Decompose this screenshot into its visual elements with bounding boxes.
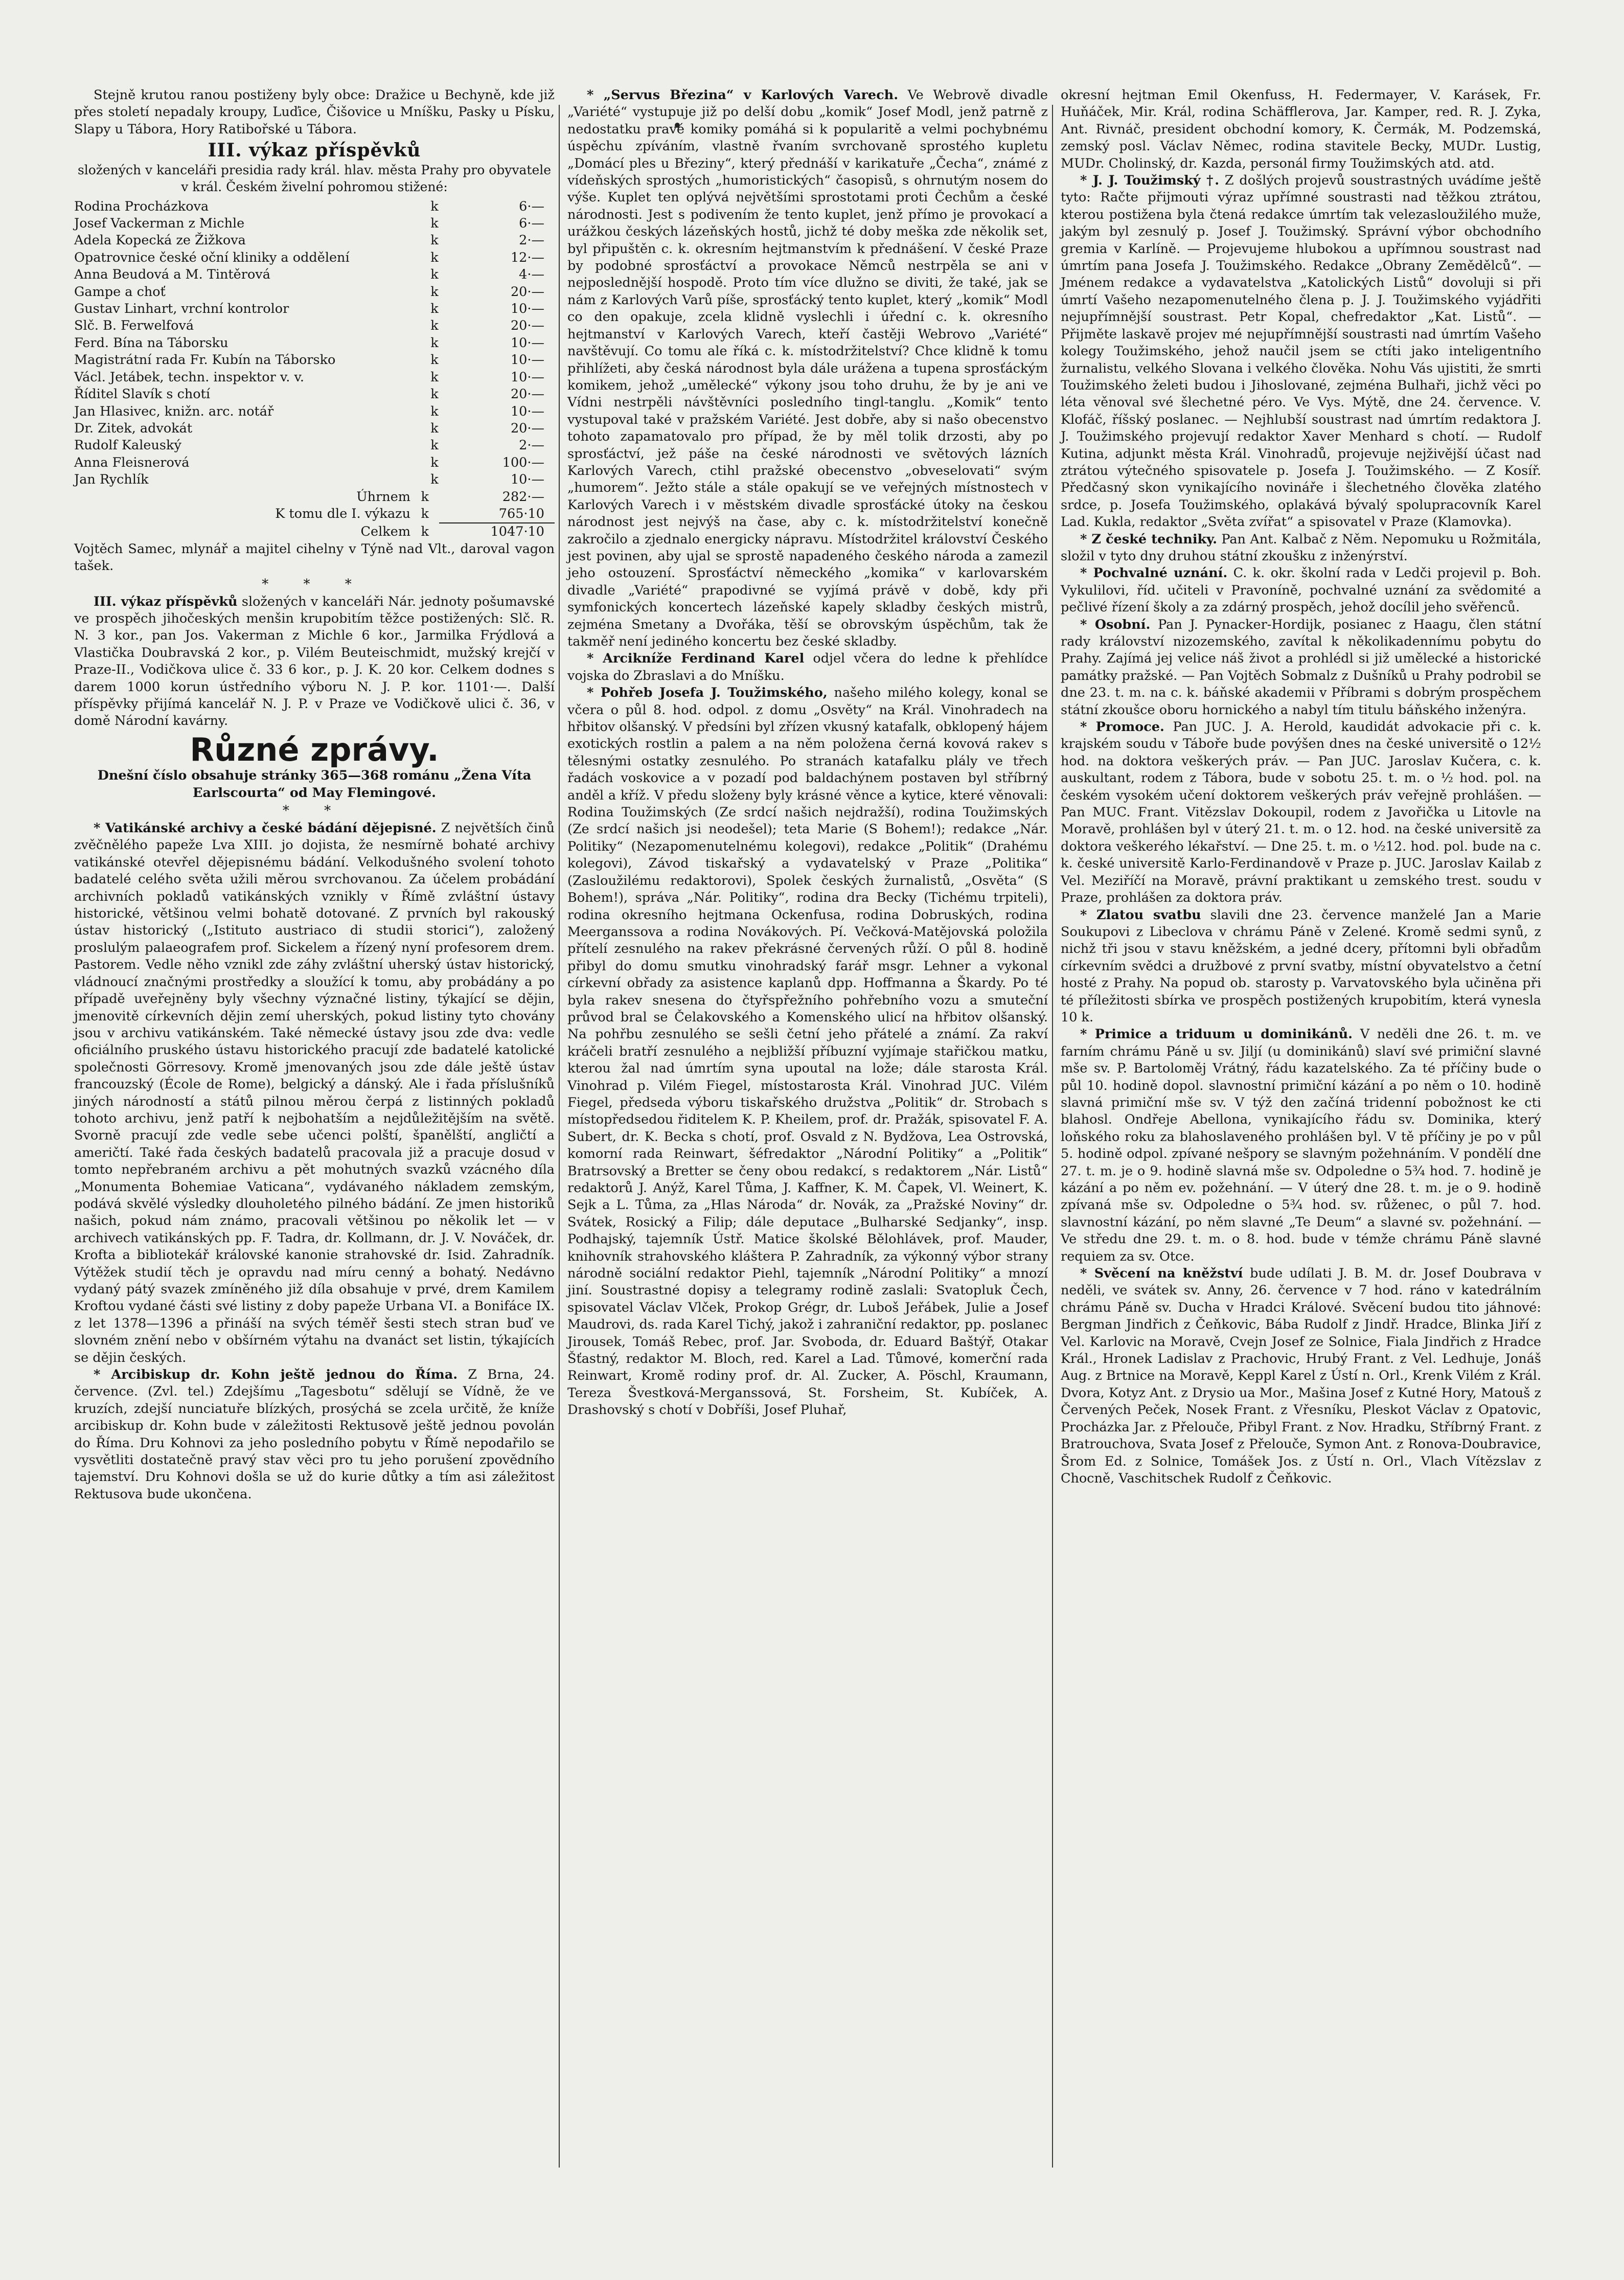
donation-row	[74, 301, 555, 317]
tech-text: Pan Ant. Kalbač z Něm. Nepomuku u Rožmitála, složil v tyto dny druhou státní zkoušku z inženýrství.	[1061, 531, 1541, 564]
donor-name: Rodina Procházkova	[74, 198, 209, 214]
donation-amount: 2·—	[519, 233, 544, 248]
primice-lede: * Primice a triduum u dominikánů.	[1080, 1027, 1353, 1042]
currency-mark: k	[430, 198, 439, 214]
currency-mark: k	[430, 403, 439, 419]
donor-name: Rudolf Kaleuský	[74, 438, 181, 453]
samec-note: Vojtěch Samec, mlynář a majitel cihelny v Týně nad Vlt., daroval vagon tašek.	[74, 541, 555, 574]
previous-label: K tomu dle I. výkazu	[275, 506, 410, 522]
donation-row	[74, 198, 555, 215]
column-rule	[559, 105, 560, 2168]
donation-amount: 20·—	[510, 386, 544, 402]
novel-notice: Dnešní číslo obsahuje stránky 365—368 románu „Žena Víta Earlscourta“ od May Flemingové.	[97, 768, 532, 801]
donation-amount: 2·—	[519, 438, 544, 453]
donation-row	[74, 369, 555, 386]
grand-total-row: Celkem k 1047·10	[74, 523, 555, 540]
vatican-text: Z největších činů zvěčnělého papeže Lva XIII. jo dojista, že nesmírně bohaté archivy vatikánské otevřel dějepisnému bádání. Velkodušného svolení tohoto badatelé celého světa užili měrou svrchovanou. Za účelem probádání archivních pokladů vatikánských vznikly v Římě zvláštní ústavy historické, většinou velmi bohatě dotované. Z prvních byl rakouský ústav historický („Istituto austriaco di studii storici“), založený proslulým palaeografem prof. Sickelem a řízený nyní profesorem drem. Pastorem. Vedle něho vznikl zde záhy zvláštní uherský ústav historický, vládnoucí značnými prostředky a sloužící k tomu, aby probádány a po případě uveřejněny byly všechny význačné listiny, týkající se dějin, jmenovitě církevních dějin zemí uherských, pokud listiny tyto chovány jsou v archivu vatikánském. Také německé ústavy jsou zde dva: vedle oficiálního pruského ústavu historického pracují zde badatelé katolické společnosti Görresovy. Kromě jmenovaných jsou zde dále ještě ústav francouzský (École de Rome), belgický a dánský. Ale i řada příslušníků jiných národností a států pilnou měrou čerpá z listinných pokladů tohoto archivu, jenž patří k nejbohatším a nejdůležitějším na světě. Svorně pracují zde vedle sebe učenci polští, španělští, angličtí a američtí. Také řada českých badatelů pracovala již a pracuje dosud v tomto nepřebraném archivu a pět mohutných svazků vzácného díla „Monumenta Bohemiae Vaticana“, vydávaného nákladem zemským, podává skvělé výsledky dlouholetého pilného bádání. Ze jmen historiků našich, pokud nám známo, pracovali většinou po několik let — v archivech vatikánských pp. F. Tadra, dr. Kollmann, dr. J. V. Nováček, dr. Krofta a bibliotekář královské kanonie strahovské dr. Isid. Zahradník. Výtěžek studií těch je opravdu nad míru cenný a bohatý. Nedávno vydaný pátý svazek zmíněného již díla obsahuje v prvé, drem Kamilem Kroftou vydané části své listiny z doby papeže Urbana VI. a Bonifáce IX. z let 1378—1396 a přináší na svých téměř šesti stech stran buď ve slovném znění nebo v obšírném výtahu na dvanáct set listin, týkajících se dějin českých.	[74, 820, 555, 1365]
promo-lede: * Promoce.	[1080, 719, 1164, 735]
donor-name: Anna Fleisnerová	[74, 454, 190, 470]
donation-amount: 6·—	[519, 198, 544, 214]
praise-lede: * Pochvalné uznání.	[1080, 565, 1228, 581]
donation-list-title: III. výkaz příspěvků	[208, 140, 421, 162]
donor-name: Slč. B. Ferwelfová	[74, 318, 194, 334]
donation-row	[74, 386, 555, 403]
list3b-lede: III. výkaz příspěvků	[94, 594, 238, 609]
praise-text: C. k. okr. školní rada v Ledči projevil p. Boh. Vykulilovi, říd. učiteli v Pravoníně, pochvalné uznání za svědomité a pečlivé řízení školy a za zdárný prospěch, jehož docílil jeho svěřenců.	[1061, 565, 1541, 615]
donation-table	[74, 198, 555, 489]
donor-name: Ferd. Bína na Táborsku	[74, 335, 228, 351]
currency-mark: k	[430, 216, 439, 232]
vatican-lede: * Vatikánské archivy a české bádání dějepisné.	[94, 820, 437, 836]
ferdinand-text: odjel včera do ledne k přehlídce vojska do Zbraslavi a do Mníšku.	[567, 651, 1048, 683]
donation-row	[74, 232, 555, 249]
column-3	[1061, 87, 1541, 1487]
tech-lede: * Z české techniky.	[1080, 531, 1217, 547]
donation-amount: 20·—	[510, 318, 544, 334]
donation-amount: 10·—	[510, 335, 544, 351]
total-amount: 282·—	[502, 489, 544, 505]
donor-name: Magistrátní rada Fr. Kubín na Táborsko	[74, 352, 336, 368]
total-row: Úhrnem k 282·—	[74, 489, 555, 506]
donor-name: Josef Vackerman z Michle	[74, 216, 245, 232]
donation-row	[74, 284, 555, 301]
wedding-lede: * Zlatou svatbu	[1080, 907, 1201, 923]
currency-mark: k	[430, 420, 439, 436]
donation-row	[74, 352, 555, 369]
kohn-text: Z Brna, 24. července. (Zvl. tel.) Zdejšímu „Tagesbotu“ sdělují se Vídně, že ve kruzích, zdejší nunciatuře blízkých, prosýchá se zcela určitě, že kníže arcibiskup dr. Kohn bude v záležitosti Rektusově ještě jednou povolán do Říma. Dru Kohnovi za jeho posledního pobytu v Římě nepodařilo se vysvětliti dostatečně pravý stav věci pro tu jeho porušení zpovědního tajemství. Dru Kohnovi došla se už do kurie důtky a tím asi záležitost Rektusova bude ukončena.	[74, 1367, 555, 1502]
donation-amount: 20·—	[510, 284, 544, 300]
currency-mark: k	[430, 284, 439, 300]
donation-amount: 6·—	[519, 216, 544, 232]
funeral-continuation: okresní hejtman Emil Okenfuss, H. Federmayer, V. Karásek, Fr. Huňáček, Mir. Král, rodina Schäfflerova, Jar. Kamper, red. R. J. Zyka, Ant. Rivnáč, president obchodní komory, K. Čermák, M. Podzemská, zemský posl. Václav Němec, rodina stavitele Becky, MUDr. Lustig, MUDr. Cholinský, dr. Kazda, personál firmy Toužimských atd. atd.	[1061, 87, 1541, 171]
donor-name: Anna Beudová a M. Tintěrová	[74, 267, 270, 283]
wedding-text: slavili dne 23. července manželé Jan a Marie Soukupovi z Libeclova v chrámu Páně v Zelené. Kromě sedmi synů, z nichž tři jsou v stavu kněžském, a jedné dcery, přítomni byli obřadům církevním svědci a družbové z první svatby, místní obyvatelstvo a četní hosté z Prahy. Na popud ob. starosty p. Varvatovského byla učiněna při té příležitosti sbírka ve prospěch postižených krupobitím, která vynesla 10 k.	[1061, 907, 1541, 1025]
primice-text: V neděli dne 26. t. m. ve farním chrámu Páně u sv. Jiljí (u dominikánů) slaví své primiční slavné mše sv. P. Bartoloměj Vrátný, řádu kazatelského. Za té příčiny bude o půl 10. hodině dopol. slavnostní primiční kázání a po něm o 10. hodině slavná primiční mše sv. V týž den začíná tridenní pobožnost ke cti blahosl. Ondřeje Abellona, vynikajícího řádu sv. Dominika, který loňského roku za blahoslaveného prohlášen byl. V tě příčiny je po v půl 5. hodině odpol. zpívané nešpory se slavným požehnáním. V pondělí dne 27. t. m. je o 9. hodině slavná mše sv. Odpoledne o 5¾ hod. 7. hodině je kázání a po něm ev. požehnání. — V úterý dne 28. t. m. je o 9. hodině zpívaná mše sv. Odpoledne o 5¾ hod. sv. růženec, o půl 7. hod. slavnostní kázání, po něm slavné „Te Deum“ a slavné sv. požehnání. — Ve středu dne 29. t. m. o 8. hod. bude v témže chrámu Páně slavné requiem za sv. Otce.	[1061, 1027, 1541, 1264]
donation-row	[74, 249, 555, 266]
donation-row	[74, 266, 555, 283]
previous-amount: 765·10	[439, 506, 555, 523]
donation-amount: 10·—	[510, 369, 544, 385]
column-rule	[1052, 105, 1053, 2168]
ordination-text: bude udílati J. B. M. dr. Josef Doubrava v neděli, ve svátek sv. Anny, 26. července v 7 hod. ráno v katedrálním chrámu Páně sv. Ducha v Hradci Králové. Svěcení budou tito jáhnové: Bergman Jindřich z Čeňkovic, Bába Rudolf z Jindř. Hradce, Blinka Jiří z Vel. Karlovic na Moravě, Cvejn Josef ze Solnice, Fiala Jindřich z Hradce Král., Hronek Ladislav z Prachovic, Hrubý Frant. z Vel. Ledhuje, Jonáš Aug. z Brtnice na Moravě, Keppl Karel z Ústí n. Orl., Krenk Vilém z Král. Dvora, Kotyz Ant. z Drysio ua Mor., Mašina Josef z Kutné Hory, Matouš z Červených Peček, Nosek Frant. z Vřesníku, Pleskot Václav z Opatovic, Procházka Jar. z Přelouče, Přibyl Frant. z Nov. Hradku, Stříbrný Frant. z Bratrouchova, Svata Josef z Přelouče, Symon Ant. z Ronova-Doubravice, Šrom Ed. z Solnice, Tomášek Jos. z Ústí n. Orl., Vlach Vítězslav z Chocně, Vaschitschek Rudolf z Čeňkovic.	[1061, 1266, 1542, 1486]
servus-text: Ve Webrově divadle „Variété“ vystupuje již po delší dobu „komik“ Josef Modl, jenž patrně z nedostatku pravé komiky pomáhá si k popularitě a velmi pochybnému úspěchu zpíváním, vlastně řvaním svrchovaně sprostého kupletu „Domácí ples u Březiny“, který přednáší v karikatuře „Čecha“, známé z vídeňských sprostých „humoristických“ časopisů, s ohrnutým nosem do výše. Kuplet ten oplývá největšími sprostotami proti Čechům a české národnosti. Jest s podivením že tento kuplet, jenž přímo je provokací a urážkou českých lázeňských hostů, jichž té doby meška zde několik set, byl připuštěn c. k. okresním hejtmanstvím k přednášení. V české Praze by podobné sprosťáctví a provokace Němců nestrpěla se ani v nejposlednější hospodě. Proto tím více dlužno se diviti, že také, jak se nám z Karlových Varů píše, sprosťácký tento kuplet, který „komik“ Modl co den opakuje, zcela klidně vyslechli i úřední c. k. okresního hejtmanství v Karlových Varech, kteří častěji Webrovo „Variété“ navštěvují. Co tomu ale říká c. k. místodržitelství? Chce klidně k tomu přihlížeti, aby česká národnost byla dále urážena a tupena sprosťáckým komikem, jehož „umělecké“ výkony jsou toho druhu, že by je ani ve Vídni nestrpěli návštěvníci posledního tingl-tanglu. „Komik“ tento vystupoval také v pražském Variété. Jest dobře, aby si našo obecenstvo tohoto zapamatovalo pro případ, že by měl tolik drzosti, aby po sprosťáctví, jež páše na české národnosti ve světových lázních Karlových Varech, ctihl pražské obecenstvo „obveselovati“ svým „humorem“. Ježto stále a stále opakují se ve veřejných místnostech v Karlových Varech i v městském divadle sprosťácké útoky na českou národnost jest nejvýš na čase, aby c. k. místodržitelství konečně zakročilo a zjednalo energicky nápravu. Místodržitel království Českého jest povinen, aby ujal se sprostě napadeného českého národa a zamezil jeho ostouzení. Sprosťáctví německého „komika“ v karlovarském divadle „Variété“ prapodivné se vyjímá právě v době, kdy při symfonických koncertech lázeňské kapely skladby českých mistrů, zejména Smetany a Dvořáka, těší se obrovským úspěchům, tak že takměř není jediného koncertu bez české skladby.	[567, 87, 1048, 649]
donor-name: Říditel Slavík s chotí	[74, 386, 211, 402]
donation-row	[74, 420, 555, 437]
column-2	[567, 87, 1048, 1419]
tribute-lede: * J. J. Toužimský †.	[1080, 173, 1220, 189]
currency-mark: k	[430, 249, 439, 265]
tribute-text: Z došlých projevů soustrastných uvádíme ještě tyto: Račte přijmouti výraz upřímné soustrasti nad těžkou ztrátou, kterou postižena byla čtená redakce úmrtím tak velezasloužilého muže, jakým byl zesnulý p. Josef J. Toužimský. Správní výbor obchodního gremia v Karlíně. — Projevujeme hlubokou a upřímnou soustrast nad úmrtím pana Josefa J. Toužimského. Redakce „Obrany Zemědělců“. — Jménem redakce a vydavatelstva „Katolických Listů“ dovoluji si při úmrtí Vašeho nezapomenutelného člena p. J. J. Toužimského vyjádřiti nejupřímnější soustrast. Petr Kopal, chefredaktor „Kat. Listů“. — Přijměte laskavě projev mé nejupřímnější soustrasti nad úmrtím Vašeho kolegy Toužimského, jehož naučil jsem se ctíti jako inteligentního žurnalistu, velkého Slovana i velkého člověka. Nohu Vás ujistiti, že smrti Toužimského želeti budou i Jihoslované, zejména Bulhaři, jichž věci po léta věnoval své šlechetné péro. Ve Vys. Mýtě, dne 24. července. V. Klofáč, říšský poslanec. — Nejhlubší soustrast nad úmrtím redaktora J. J. Toužimského projevují redaktor Xaver Menhard s chotí. — Rudolf Kutina, adjunkt města Král. Vinohradů, projevuje nejživější účast nad ztrátou výtečného spisovatele p. Josefa J. Toužimského. — Z Kosíř. Předčasný skon vynikajícího novináře i šlechetného člověka zlatého srdce, p. Josefa Toužimského, oplakává bývalý spolupracovník Karel Lad. Kukla, redaktor „Světa zvířat“ a spisovatel v Praze (Klamovka).	[1061, 173, 1542, 530]
donation-amount: 12·—	[510, 249, 544, 265]
donor-name: Adela Kopecká ze Žižkova	[74, 233, 246, 248]
donation-amount: 100·—	[502, 454, 544, 470]
donation-list-subtitle: složených v kanceláři presidia rady král. hlav. města Prahy pro obyvatele v král. Českém živelní pohromou stižené:	[77, 162, 552, 194]
funeral-lede: * Pohřeb Josefa J. Toužimského,	[587, 685, 828, 701]
promo-text: Pan JUC. J. A. Herold, kaudidát advokacie při c. k. krajském soudu v Táboře bude povýšen dnes na české universitě o 12½ hod. na doktora veškerých práv. — Pan JUC. Jaroslav Kučera, c. k. auskultant, rodem z Tábora, bude v sobotu 25. t. m. o ½ hod. pol. na českém vysokém učení doktorem veškerých práv veřejně prohlášen. — Pan MUC. Frant. Vitězslav Dokoupil, rodem z Javořička u Litovle na Moravě, prohlášen byl v úterý 21. t. m. o 12. hod. na české universitě za doktora veškerého lékařství. — Dne 25. t. m. o ½12. hod. pol. bude na c. k. české universitě Karlo-Ferdinandově v Praze p. JUC. Jaroslav Kailab z Vel. Meziříčí na Moravě, právní praktikant u zemského trest. soudu v Praze, prohlášen za doktora práv.	[1061, 719, 1542, 906]
grand-total-label: Celkem	[360, 523, 410, 539]
funeral-text: našeho milého kolegy, konal se včera o půl 8. hod. odpol. z domu „Osvěty“ na Král. Vinohradech na hřbitov olšanský. V předsíni byl zřízen vkusný katafalk, obklopený hájem exotických rostlin a palem a na něm položena černá kovová rakev s tělesnými ostatky zesnulého. Po stranách katafalku plály ve třech řadách voskovice a v pozadí pod baldachýnem postaven byl stříbrný anděl a kříž. V předu složeny byly krásné věnce a kytice, které věnovali: Rodina Toužimských (Ze srdcí našich nejdražší), rodina Toužimských (Ze srdcí našich jsi neodešel); teta Marie (S Bohem!); redakce „Nár. Politiky“ (Nezapomenutelnému kolegovi), redakce „Politik“ (Drahému kolegovi), Závod tiskařský a vydavatelský v Praze „Politika“ (Zasloužilému redaktorovi), Spolek českých žurnalistů, „Osvěta“ (S Bohem!), správa „Nár. Politiky“, rodina dra Becky (Tichému trpiteli), rodina okresního hejtmana Ockenfusa, rodina Dobruských, rodina Meerganssova a rodina Novákových. Pí. Večková-Matějovská položila přítelí zesnulého na rakev překrásné červených růží. O půl 8. hodině přibyl do domu smutku vinohradský farář msgr. Lehner a vykonal církevní obřady za asistence kaplanů dpp. Hoffmanna a Škardy. Po té byla rakev snesena do čtyřspřežního pohřebního vozu a smuteční průvod bral se Čelakovského a Komenského ulicí na hřbitov olšanský. Na pohřbu zesnulého se sešli četní jeho přátelé a známí. Za rakví kráčeli bratří zesnulého a nejbližší příbuzní vyjímaje stařičkou matku, kterou žal nad úmrtím syna upoutal na lože; dále starosta Král. Vinohrad p. Vilém Fiegel, místostarosta Král. Vinohrad JUC. Vilém Fiegel, předseda výboru tiskařského družstva „Politik“ dr. Strobach s místopředsedou řiditelem K. P. Kheilem, prof. dr. Pražák, spisovatel F. A. Subert, dr. K. Becka s chotí, prof. Osvald z N. Bydžova, Lea Ostrovská, komorní rada Reinwart, šéfredaktor „Národní Politiky“ a „Politik“ Bratrsovský a Bretter se čeny obou redakcí, s redaktorem „Nár. Listů“ redaktorů J. Anýž, Karel Tůma, J. Kaffner, K. M. Čapek, Vl. Weinert, K. Sejk a L. Tůma, za „Hlas Národa“ dr. Novák, za „Pražské Noviny“ dr. Svátek, Rosický a Filip; dále deputace „Bulharské Sedjanky“, insp. Podhajský, tajemník Ústř. Matice školské Bělohlávek, prof. Mauder, knihovník strahovského kláštera P. Zahradník, za výkonný výbor strany národně sociální redaktor Piehl, tajemník „Národní Politiky“ a mnozí jiní. Soustrastné dopisy a telegramy rodině zaslali: Svatopluk Čech, spisovatel Václav Vlček, Prokop Grégr, dr. Luboš Jeřábek, Julie a Josef Maudrovi, ds. rada Karel Tichý, jakož i zahraniční redaktor, pp. poslanec Jirousek, Tomáš Rebec, prof. Jar. Svoboda, dr. Eduard Baštýř, Otakar Šťastný, redaktor M. Bloch, red. Karel a Lad. Tůmové, komerční rada Reinwart, Kromě rodiny prof. dr. Al. Zucker, A. Pöschl, Kraumann, Tereza Švestková-Merganssová, St. Forsheim, St. Kubíček, A. Drashovský s chotí v Dobříši, Josef Pluhař,	[567, 685, 1048, 1418]
servus-lede: * „Servus Březina“ v Karlových Varech.	[587, 87, 899, 103]
donation-row	[74, 317, 555, 334]
donation-amount: 10·—	[510, 352, 544, 368]
currency-mark: k	[430, 369, 439, 385]
list3b-text: složených v kanceláři Nár. jednoty pošumavské ve prospěch jihočeských menšin krupobitím těžce postižených: Slč. R. N. 3 kor., pan Jos. Vakerman z Michle 6 kor., Jarmilka Frýdlová a Vlastička Doubravská 2 kor., p. Vilém Beuteischmidt, mužský krejčí v Praze-II., Vodičkova ulice č. 33 6 kor., p. J. K. 20 kor. Celkem dodnes s darem 1000 korun ústředního výboru N. J. P. kor. 1101·—. Další příspěvky přijímá kancelář N. J. P. v Praze ve Vodičkově ulici č. 36, v domě Národní kavárny.	[74, 594, 555, 729]
donor-name: Gustav Linhart, vrchní kontrolor	[74, 301, 289, 317]
section-title: Různé zprávy.	[190, 731, 439, 768]
donation-row	[74, 437, 555, 454]
donation-row	[74, 403, 555, 420]
previous-row: K tomu dle I. výkazu k 765·10	[74, 506, 555, 523]
donation-amount: 10·—	[510, 472, 544, 488]
currency-mark: k	[430, 233, 439, 248]
total-label: Úhrnem	[356, 489, 410, 505]
kohn-lede: * Arcibiskup dr. Kohn ještě jednou do Říma.	[94, 1367, 458, 1383]
donation-row	[74, 454, 555, 471]
personal-lede: * Osobní.	[1080, 617, 1151, 632]
currency-mark: k	[430, 472, 439, 488]
currency-mark: k	[430, 267, 439, 283]
donation-amount: 10·—	[510, 301, 544, 317]
separator-stars-2: * *	[282, 803, 347, 819]
donor-name: Dr. Zitek, advokát	[74, 420, 193, 436]
donation-row	[74, 215, 555, 232]
ordination-lede: * Svěcení na kněžství	[1080, 1266, 1243, 1282]
currency-mark: k	[430, 318, 439, 334]
column-1	[74, 87, 555, 1503]
newspaper-page	[46, 87, 1574, 2234]
donation-row	[74, 471, 555, 488]
donor-name: Opatrovnice české oční kliniky a oddělení	[74, 249, 350, 265]
personal-text: Pan J. Pynacker-Hordijk, posianec z Haagu, člen státní rady království nizozemského, zavítal k několikadennímu pobytu do Prahy. Zajímá jej velice náš život a prohlédl si již umělecké a historické památky pražské. — Pan Vojtěch Sobmalz z Dušníků u Prahy podrobil se dne 23. t. m. na c. k. báňské akademii v Příbrami s dobrým prospěchem státní zkoušce oboru hornického a nabyl tím titulu báňského inženýra.	[1061, 617, 1542, 718]
separator-stars: * * *	[262, 576, 367, 592]
ferdinand-lede: * Arcikníže Ferdinand Karel	[587, 651, 805, 667]
donor-name: Jan Hlasivec, knižn. arc. notář	[74, 403, 274, 419]
donor-name: Gampe a choť	[74, 284, 166, 300]
currency-mark: k	[430, 301, 439, 317]
donor-name: Václ. Jetábek, techn. inspektor v. v.	[74, 369, 304, 385]
currency-mark: k	[430, 335, 439, 351]
donation-amount: 4·—	[519, 267, 544, 283]
donation-totals	[74, 489, 555, 541]
donation-amount: 20·—	[510, 420, 544, 436]
donation-row	[74, 335, 555, 352]
intro-paragraph: Stejně krutou ranou postiženy byly obce: Dražice u Bechyně, kde již přes století nepadaly kroupy, Luďice, Čišovice u Mníšku, Pasky u Písku, Slapy u Tábora, Hory Ratibořské u Tábora.	[74, 87, 555, 137]
currency-mark: k	[430, 352, 439, 368]
currency-mark: k	[430, 454, 439, 470]
currency-mark: k	[430, 386, 439, 402]
currency-mark: k	[430, 438, 439, 453]
donor-name: Jan Rychlík	[74, 472, 149, 488]
donation-amount: 10·—	[510, 403, 544, 419]
grand-total-amount: 1047·10	[490, 524, 544, 540]
